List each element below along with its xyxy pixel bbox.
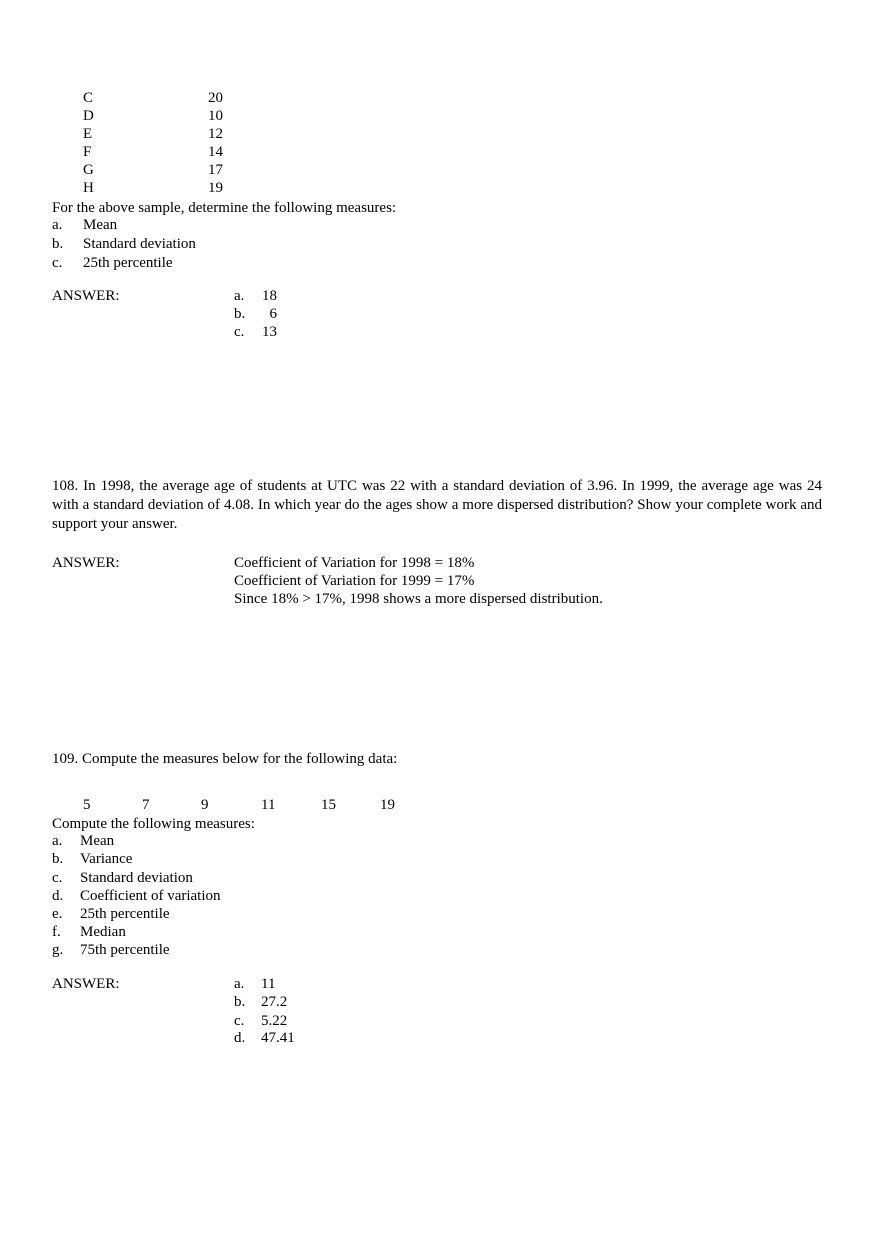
row-label: E xyxy=(83,126,93,142)
q109-prompt: Compute the following measures: xyxy=(52,816,255,832)
part-letter: a. xyxy=(52,833,63,849)
list-item xyxy=(234,975,275,993)
answer-value: 18 xyxy=(262,288,277,304)
data-value: 15 xyxy=(321,797,336,813)
row-label: F xyxy=(83,144,92,160)
answer-letter: d. xyxy=(234,1030,246,1046)
q109-question: 109. Compute the measures below for the following data: xyxy=(52,751,398,767)
data-value: 19 xyxy=(380,797,395,813)
q108-question: 108. In 1998, the average age of students at UTC was 22 with a standard deviation of 3.96. In 1999, the average age was 24 with a standard deviation of 4.08. In which year do the ages show a more dispersed distribution? Show your complete work and support your answer. xyxy=(52,478,822,532)
row-value: 17 xyxy=(208,162,223,178)
data-value: 11 xyxy=(261,797,276,813)
part-letter: a. xyxy=(52,217,63,233)
row-value: 20 xyxy=(208,90,223,106)
part-text: 25th percentile xyxy=(80,906,170,922)
part-letter: b. xyxy=(52,851,64,867)
list-item xyxy=(52,923,126,941)
list-item xyxy=(234,1029,295,1047)
q107-answer-label: ANSWER: xyxy=(52,288,120,304)
q107-prompt: For the above sample, determine the following measures: xyxy=(52,200,397,216)
answer-line: Coefficient of Variation for 1998 = 18% xyxy=(234,555,475,571)
row-value: 10 xyxy=(208,108,223,124)
part-letter: d. xyxy=(52,888,64,904)
list-item xyxy=(234,305,277,323)
answer-value: 13 xyxy=(262,324,277,340)
list-item xyxy=(52,941,170,959)
part-letter: c. xyxy=(52,870,63,886)
part-text: Median xyxy=(80,924,126,940)
part-text: Mean xyxy=(80,833,115,849)
row-label: G xyxy=(83,162,94,178)
part-text: 75th percentile xyxy=(80,942,170,958)
list-item xyxy=(52,850,132,868)
part-text: Variance xyxy=(80,851,133,867)
data-value: 5 xyxy=(83,797,91,813)
answer-line: Since 18% > 17%, 1998 shows a more dispersed distribution. xyxy=(234,591,603,607)
answer-letter: b. xyxy=(234,994,246,1010)
answer-line: Coefficient of Variation for 1999 = 17% xyxy=(234,573,475,589)
list-item xyxy=(234,287,277,305)
q109-answer-label: ANSWER: xyxy=(52,976,120,992)
q108-answer-label: ANSWER: xyxy=(52,555,120,571)
answer-letter: c. xyxy=(234,324,245,340)
part-letter: f. xyxy=(52,924,61,940)
answer-letter: c. xyxy=(234,1013,245,1029)
list-item xyxy=(234,1012,287,1030)
row-value: 19 xyxy=(208,180,223,196)
list-item xyxy=(52,235,196,253)
answer-letter: a. xyxy=(234,976,245,992)
row-label: C xyxy=(83,90,94,106)
list-item xyxy=(52,832,114,850)
list-item xyxy=(52,905,170,923)
part-letter: c. xyxy=(52,255,63,271)
row-value: 14 xyxy=(208,144,223,160)
answer-value: 6 xyxy=(269,306,277,322)
list-item xyxy=(234,323,277,341)
part-letter: e. xyxy=(52,906,63,922)
answer-letter: b. xyxy=(234,306,246,322)
answer-value: 47.41 xyxy=(261,1030,295,1046)
data-value: 9 xyxy=(201,797,209,813)
part-text: Coefficient of variation xyxy=(80,888,221,904)
list-item xyxy=(52,254,173,272)
part-letter: b. xyxy=(52,236,64,252)
part-text: 25th percentile xyxy=(83,255,173,271)
list-item xyxy=(52,216,117,234)
answer-letter: a. xyxy=(234,288,245,304)
part-text: Standard deviation xyxy=(80,870,193,886)
list-item xyxy=(52,869,193,887)
part-text: Mean xyxy=(83,217,118,233)
answer-value: 27.2 xyxy=(261,994,288,1010)
answer-value: 11 xyxy=(261,976,276,992)
data-value: 7 xyxy=(142,797,150,813)
row-value: 12 xyxy=(208,126,223,142)
list-item xyxy=(52,887,221,905)
row-label: D xyxy=(83,108,94,124)
row-label: H xyxy=(83,180,94,196)
part-letter: g. xyxy=(52,942,64,958)
part-text: Standard deviation xyxy=(83,236,196,252)
list-item xyxy=(234,993,287,1011)
answer-value: 5.22 xyxy=(261,1013,288,1029)
